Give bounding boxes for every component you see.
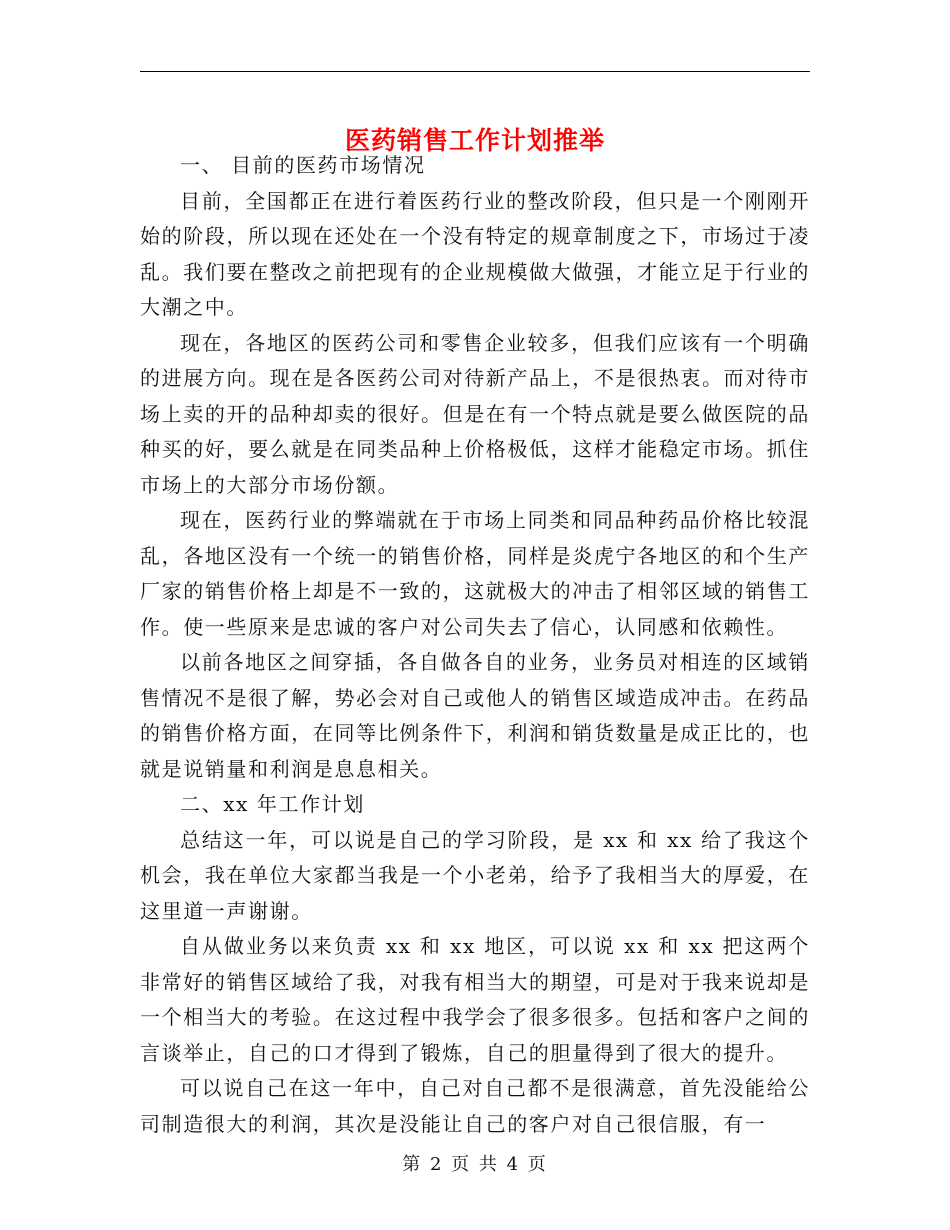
paragraph: 现在，医药行业的弊端就在于市场上同类和同品种药品价格比较混乱，各地区没有一个统一的销售价格，同样是炎虎宁各地区的和个生产厂家的销售价格上却是不一致的，这就极大的冲击了相邻区域的销售工作。使一些原来是忠诚的客户对公司失去了信心，认同感和依赖性。	[140, 508, 810, 639]
paragraph: 总结这一年，可以说是自己的学习阶段，是 xx 和 xx 给了我这个机会，我在单位大家都当我是一个小老弟，给予了我相当大的厚爱，在这里道一声谢谢。	[140, 827, 810, 923]
document-body	[140, 148, 810, 1142]
page-number-footer: 第 2 页 共 4 页	[402, 1154, 548, 1175]
paragraph: 以前各地区之间穿插，各自做各自的业务，业务员对相连的区域销售情况不是很了解，势必会对自己或他人的销售区域造成冲击。在药品的销售价格方面，在同等比例条件下，利润和销货数量是成正比的，也就是说销量和利润是息息相关。	[140, 650, 810, 781]
section-heading-1: 一、 目前的医药市场情况	[180, 153, 426, 177]
paragraph: 现在，各地区的医药公司和零售企业较多，但我们应该有一个明确的进展方向。现在是各医药公司对待新产品上，不是很热衷。而对待市场上卖的开的品种却卖的很好。但是在有一个特点就是要么做医院的品种买的好，要么就是在同类品种上价格极低，这样才能稳定市场。抓住市场上的大部分市场份额。	[140, 330, 810, 497]
section-heading-2: 二、xx 年工作计划	[180, 792, 365, 816]
header-rule	[140, 71, 810, 72]
paragraph: 目前，全国都正在进行着医药行业的整改阶段，但只是一个刚刚开始的阶段，所以现在还处在一个没有特定的规章制度之下，市场过于凌乱。我们要在整改之前把现有的企业规模做大做强，才能立足于行业的大潮之中。	[140, 188, 810, 319]
paragraph: 可以说自己在这一年中，自己对自己都不是很满意，首先没能给公司制造很大的利润，其次是没能让自己的客户对自己很信服，有一	[140, 1076, 810, 1136]
paragraph: 自从做业务以来负责 xx 和 xx 地区，可以说 xx 和 xx 把这两个非常好的销售区域给了我，对我有相当大的期望，可是对于我来说却是一个相当大的考验。在这过程中我学会了很多很多。包括和客户之间的言谈举止，自己的口才得到了锻炼，自己的胆量得到了很大的提升。	[140, 934, 810, 1065]
document-title: 医药销售工作计划推举	[344, 125, 605, 155]
